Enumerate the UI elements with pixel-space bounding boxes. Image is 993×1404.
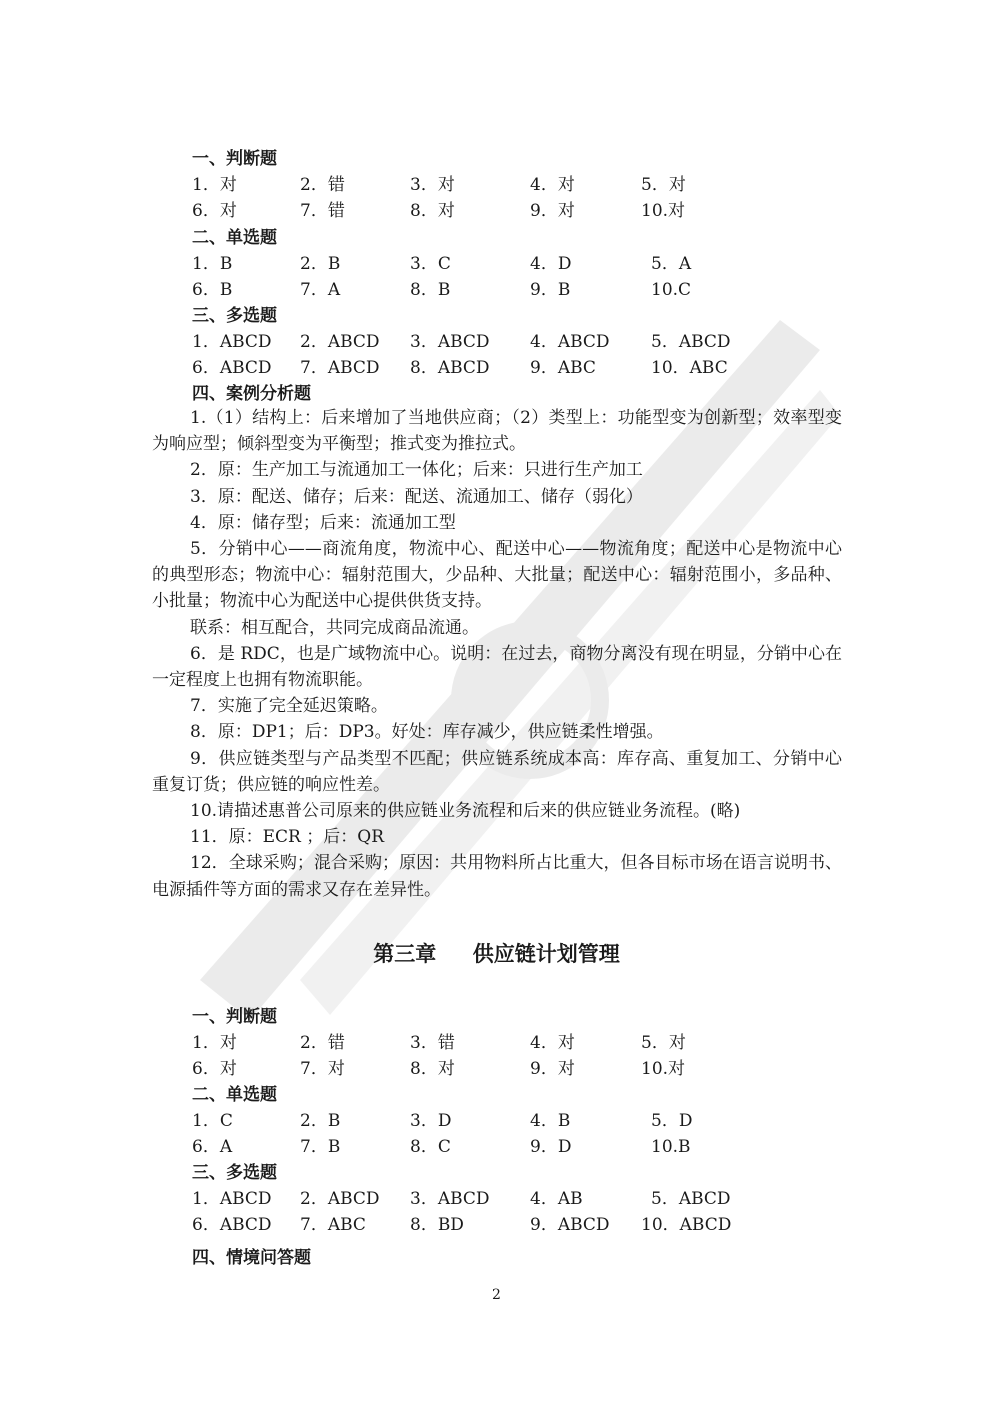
answer-item: 4．D <box>530 254 572 274</box>
answer-item: 2．错 <box>300 175 345 195</box>
answer-paragraph: 9．供应链类型与产品类型不匹配；供应链系统成本高：库存高、重复加工、分销中心重复订货；供应链的响应性差。 <box>152 748 842 795</box>
answer-paragraph: 11．原：ECR ；后：QR <box>190 827 384 848</box>
answer-item: 2．错 <box>300 1033 345 1053</box>
answer-item: 1．ABCD <box>192 332 272 352</box>
answer-paragraph: 10.请描述惠普公司原来的供应链业务流程和后来的供应链业务流程。(略) <box>190 801 741 822</box>
answer-item: 3．ABCD <box>410 332 490 352</box>
answer-item: 9．ABC <box>530 358 596 378</box>
answer-item: 10．ABC <box>651 358 728 378</box>
answer-item: 5．对 <box>641 175 686 195</box>
answer-item: 1．ABCD <box>192 1189 272 1209</box>
answer-item: 6．B <box>192 280 233 300</box>
answer-item: 5．对 <box>641 1033 686 1053</box>
answer-item: 8．ABCD <box>410 358 490 378</box>
answer-item: 7．ABCD <box>300 358 380 378</box>
answer-item: 4．对 <box>530 1033 575 1053</box>
answer-row <box>0 279 993 301</box>
answer-item: 7．ABC <box>300 1215 366 1235</box>
answer-item: 9．D <box>530 1137 572 1157</box>
answer-item: 8．对 <box>410 201 455 221</box>
answer-item: 4．AB <box>530 1189 583 1209</box>
answer-item: 6．对 <box>192 1059 237 1079</box>
answer-paragraph: 4．原：储存型；后来：流通加工型 <box>190 512 456 533</box>
answer-row <box>0 253 993 275</box>
section-heading-multiple-choice: 三、多选题 <box>192 306 277 326</box>
answer-item: 9．ABCD <box>530 1215 610 1235</box>
answer-item: 8．C <box>410 1137 451 1157</box>
answer-item: 8．BD <box>410 1215 464 1235</box>
answer-paragraph: 2．原：生产加工与流通加工一体化；后来：只进行生产加工 <box>190 460 643 481</box>
answer-item: 2．B <box>300 1111 341 1131</box>
answer-item: 6．ABCD <box>192 1215 272 1235</box>
answer-row <box>0 1214 993 1236</box>
section-heading-single-choice: 二、单选题 <box>192 228 277 248</box>
answer-item: 7．对 <box>300 1059 345 1079</box>
answer-item: 4．B <box>530 1111 571 1131</box>
answer-row <box>0 1188 993 1210</box>
answer-item: 5．A <box>651 254 692 274</box>
answer-item: 7．A <box>300 280 341 300</box>
answer-item: 7．B <box>300 1137 341 1157</box>
answer-item: 3．对 <box>410 175 455 195</box>
section-heading-judgement: 一、判断题 <box>192 149 277 169</box>
chapter-title: 第三章 供应链计划管理 <box>373 942 620 966</box>
answer-paragraph: 1.（1）结构上：后来增加了当地供应商；（2）类型上：功能型变为创新型；效率型变为响应型；倾斜型变为平衡型；推式变为推拉式。 <box>152 408 842 455</box>
answer-item: 5．ABCD <box>651 1189 731 1209</box>
answer-row <box>0 1058 993 1080</box>
page-number: 2 <box>492 1287 501 1303</box>
answer-item: 1．对 <box>192 1033 237 1053</box>
answer-item: 7．错 <box>300 201 345 221</box>
case-analysis-answers <box>152 405 842 903</box>
answer-item: 3．D <box>410 1111 452 1131</box>
answer-paragraph: 3．原：配送、储存；后来：配送、流通加工、储存（弱化） <box>190 486 643 507</box>
answer-item: 10.对 <box>641 201 686 221</box>
answer-item: 3．错 <box>410 1033 455 1053</box>
answer-item: 2．ABCD <box>300 332 380 352</box>
section-heading-scenario-questions: 四、情境问答题 <box>192 1248 311 1268</box>
answer-paragraph: 8．原：DP1；后：DP3。好处：库存减少，供应链柔性增强。 <box>190 722 664 743</box>
answer-row <box>0 331 993 353</box>
answer-item: 6．ABCD <box>192 358 272 378</box>
section-heading-judgement: 一、判断题 <box>192 1007 277 1027</box>
answer-item: 1．对 <box>192 175 237 195</box>
answer-item: 2．ABCD <box>300 1189 380 1209</box>
answer-item: 3．ABCD <box>410 1189 490 1209</box>
answer-item: 4．对 <box>530 175 575 195</box>
answer-item: 3．C <box>410 254 451 274</box>
answer-item: 10.C <box>651 280 692 300</box>
answer-item: 5．ABCD <box>651 332 731 352</box>
answer-row <box>0 357 993 379</box>
answer-row <box>0 200 993 222</box>
answer-item: 2．B <box>300 254 341 274</box>
answer-item: 1．B <box>192 254 233 274</box>
answer-item: 5．D <box>651 1111 693 1131</box>
answer-item: 4．ABCD <box>530 332 610 352</box>
answer-item: 6．A <box>192 1137 233 1157</box>
answer-row <box>0 1032 993 1054</box>
answer-row <box>0 1136 993 1158</box>
answer-item: 10．ABCD <box>641 1215 732 1235</box>
answer-paragraph: 7．实施了完全延迟策略。 <box>190 696 388 717</box>
answer-item: 6．对 <box>192 201 237 221</box>
section-heading-multiple-choice: 三、多选题 <box>192 1163 277 1183</box>
answer-paragraph: 6．是 RDC，也是广域物流中心。说明：在过去，商物分离没有现在明显，分销中心在一定程度上也拥有物流职能。 <box>152 643 842 691</box>
answer-item: 9．B <box>530 280 571 300</box>
answer-item: 8．B <box>410 280 451 300</box>
answer-paragraph: 12．全球采购；混合采购；原因：共用物料所占比重大，但各目标市场在语言说明书、电源插件等方面的需求又存在差异性。 <box>152 853 842 900</box>
section-heading-single-choice: 二、单选题 <box>192 1085 277 1105</box>
answer-paragraph: 联系：相互配合，共同完成商品流通。 <box>190 617 479 638</box>
answer-item: 10.对 <box>641 1059 686 1079</box>
answer-item: 9．对 <box>530 201 575 221</box>
answer-paragraph: 5．分销中心——商流角度，物流中心、配送中心——物流角度；配送中心是物流中心的典型形态；物流中心：辐射范围大，少品种、大批量；配送中心：辐射范围小，多品种、小批量；物流中心为配送中心提供供货支持。 <box>152 539 842 612</box>
answer-row <box>0 174 993 196</box>
answer-item: 8．对 <box>410 1059 455 1079</box>
answer-item: 10.B <box>651 1137 691 1157</box>
section-heading-case-analysis: 四、案例分析题 <box>192 384 311 404</box>
answer-item: 9．对 <box>530 1059 575 1079</box>
answer-item: 1．C <box>192 1111 233 1131</box>
answer-row <box>0 1110 993 1132</box>
